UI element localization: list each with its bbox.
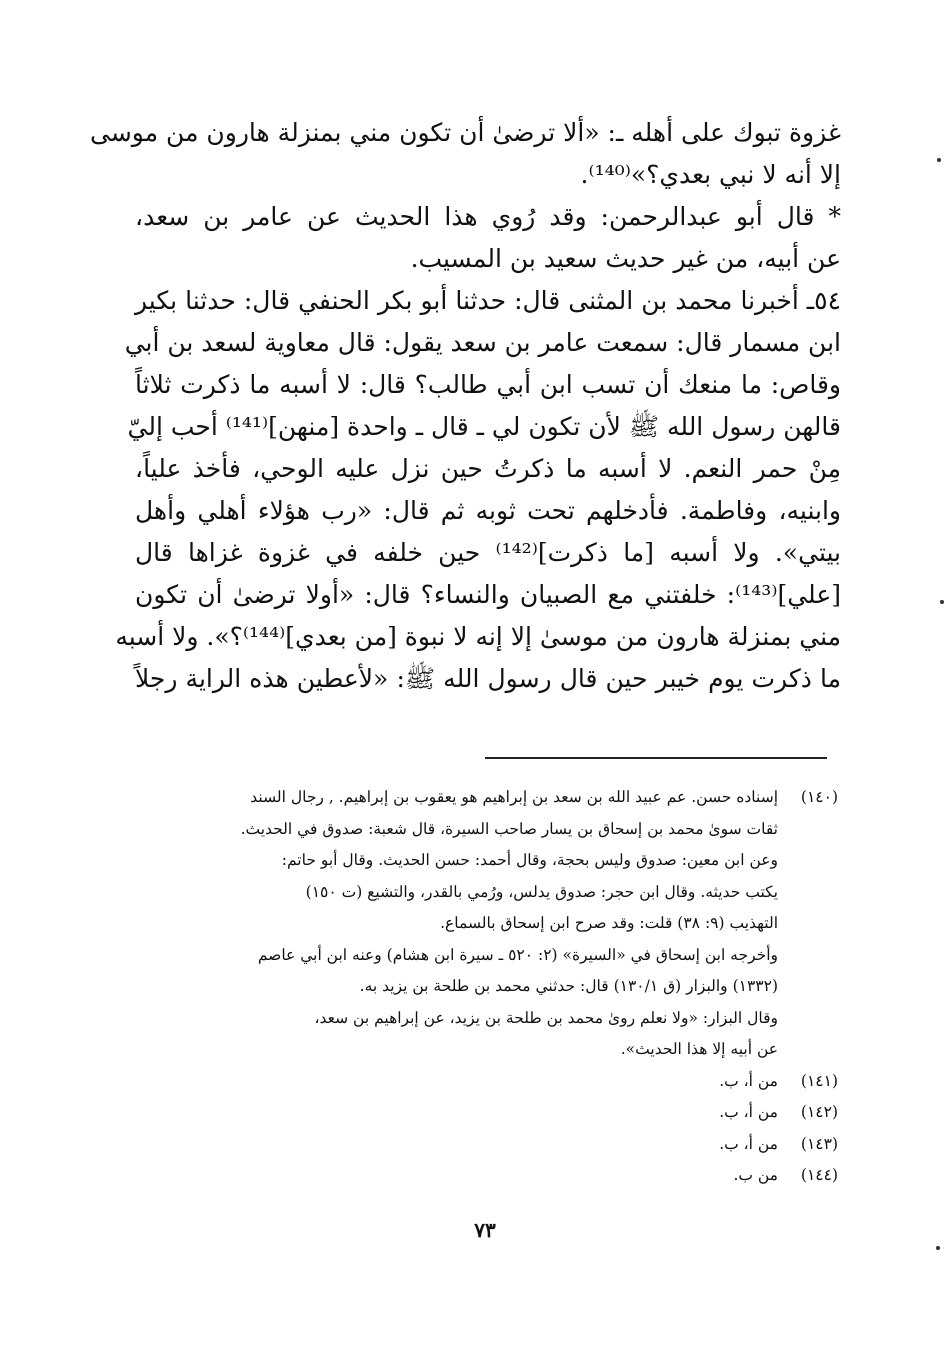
footnote-line: عن أبيه إلا هذا الحديث».	[620, 1040, 778, 1058]
text-line: [علي]⁽¹⁴³⁾: خلفتني مع الصبيان والنساء؟ قال: «أولا ترضىٰ أن تكون	[135, 580, 841, 609]
footnote-line: ثقات سوىٰ محمد بن إسحاق بن يسار صاحب السيرة، قال شعبة: صدوق في الحديث.	[240, 819, 778, 838]
text-line: عن أبيه، من غير حديث سعيد بن المسيب.	[410, 244, 841, 273]
text-line: مني بمنزلة هارون من موسىٰ إلا إنه لا نبوة [من بعدي]⁽¹⁴⁴⁾؟». ولا أسبه	[115, 622, 841, 651]
footnote	[140, 1129, 838, 1161]
text-line: * قال أبو عبدالرحمن: وقد رُوي هذا الحديث عن عامر بن سعد،	[135, 202, 841, 231]
footnote-number: (١٤٣)	[800, 1134, 838, 1153]
footnote-line: يكتب حديثه. وقال ابن حجر: صدوق يدلس، ورُمي بالقدر، والتشيع (ت ١٥٠)	[305, 882, 778, 901]
footnote-line: وعن ابن معين: صدوق وليس بحجة، وقال أحمد: حسن الحديث. وقال أبو حاتم:	[281, 851, 778, 869]
footnote-body	[140, 1097, 778, 1129]
footnote-number: (١٤١)	[800, 1071, 838, 1090]
footnote-number: (١٤٤)	[800, 1166, 838, 1184]
footnote-line: من أ، ب.	[719, 1103, 778, 1121]
text-line: ما ذكرت يوم خيبر حين قال رسول الله ﷺ: «لأعطين هذه الراية رجلاً	[135, 664, 841, 693]
text-line: مِنْ حمر النعم. لا أسبه ما ذكرتُ حين نزل عليه الوحي، فأخذ علياً،	[135, 454, 841, 483]
footnote-line: (١٣٣٢) والبزار (ق ١٣٠/١) قال: حدثني محمد بن طلحة بن يزيد به.	[359, 977, 778, 995]
footnote-number: (١٤٠)	[800, 788, 838, 806]
footnote-divider	[485, 757, 827, 759]
scan-speck	[940, 600, 944, 604]
footnote-line: وقال البزار: «ولا نعلم روىٰ محمد بن طلحة بن يزيد، عن إبراهيم بن سعد،	[314, 1008, 778, 1027]
footnote-line: من أ، ب.	[719, 1071, 778, 1090]
footnote-line: وأخرجه ابن إسحاق في «السيرة» (٢: ٥٢٠ ـ سيرة ابن هشام) وعنه ابن أبي عاصم	[257, 945, 778, 964]
footnote-number: (١٤٢)	[800, 1103, 838, 1121]
scan-speck	[937, 158, 941, 162]
footnote-line: إسناده حسن. عم عبيد الله بن سعد بن إبراهيم هو يعقوب بن إبراهيم. , رجال السند	[250, 788, 778, 806]
text-line: إلا أنه لا نبي بعدي؟»⁽¹⁴⁰⁾.	[580, 160, 841, 189]
footnote-body	[140, 782, 778, 1066]
footnote-body	[140, 1129, 778, 1161]
footnote-line: من ب.	[733, 1166, 778, 1184]
text-line: قالهن رسول الله ﷺ لأن تكون لي ـ قال ـ واحدة [منهن]⁽¹⁴¹⁾ أحب إليّ	[127, 412, 841, 441]
main-text	[90, 112, 841, 700]
footnote	[140, 1160, 838, 1192]
text-line: وابنيه، وفاطمة. فأدخلهم تحت ثوبه ثم قال: «رب هؤلاء أهلي وأهل	[135, 496, 841, 525]
footnote	[140, 1097, 838, 1129]
footnote	[140, 1066, 838, 1098]
footnote-body	[140, 1066, 778, 1098]
page-number: ٧٣	[474, 1218, 496, 1242]
scan-speck	[936, 1246, 940, 1250]
footnotes	[140, 782, 838, 1192]
text-line: غزوة تبوك على أهله ـ: «ألا ترضىٰ أن تكون مني بمنزلة هارون من موسى	[90, 118, 841, 147]
footnote-line: التهذيب (٩: ٣٨) قلت: وقد صرح ابن إسحاق بالسماع.	[440, 914, 778, 932]
footnote-line: من أ، ب.	[719, 1134, 778, 1153]
footnote	[140, 782, 838, 1066]
text-line: ٥٤ـ أخبرنا محمد بن المثنى قال: حدثنا أبو بكر الحنفي قال: حدثنا بكير	[135, 286, 841, 315]
text-line: ابن مسمار قال: سمعت عامر بن سعد يقول: قال معاوية لسعد بن أبي	[124, 328, 841, 357]
text-line: وقاص: ما منعك أن تسب ابن أبي طالب؟ قال: لا أسبه ما ذكرت ثلاثاً	[135, 370, 841, 399]
text-line: بيتي». ولا أسبه [ما ذكرت]⁽¹⁴²⁾ حين خلفه في غزوة غزاها قال	[135, 538, 841, 567]
footnote-body	[140, 1160, 778, 1192]
